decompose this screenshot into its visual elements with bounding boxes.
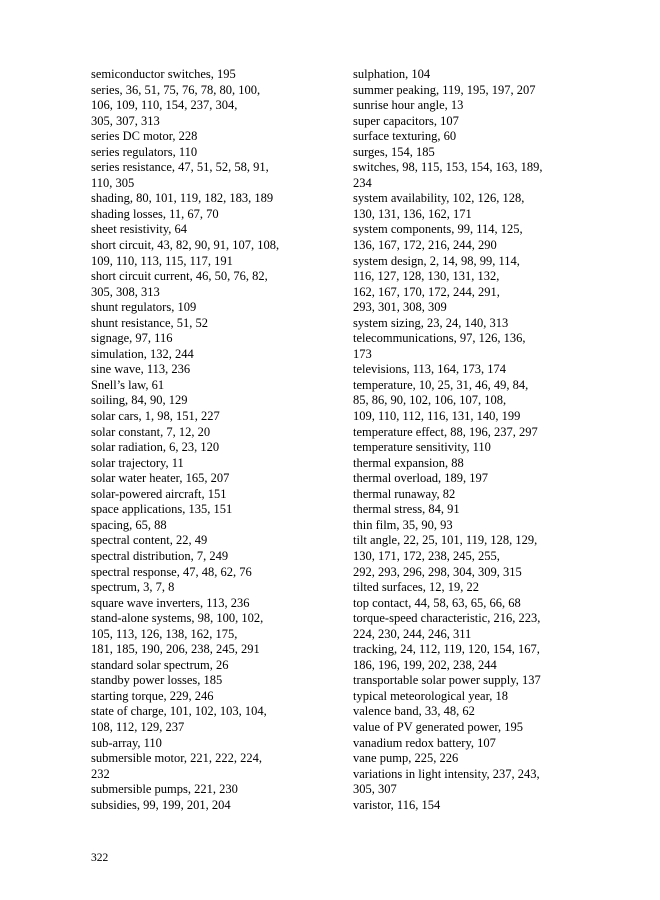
index-entry-text: variations in light intensity, 237, 243,	[353, 766, 540, 781]
index-entry-continuation: 162, 167, 170, 172, 244, 291,	[353, 284, 500, 299]
index-entry	[353, 518, 589, 534]
index-entry-continuation: 116, 127, 128, 130, 131, 132,	[353, 269, 500, 284]
index-entry	[91, 222, 323, 238]
index-entry	[353, 502, 589, 518]
index-entry	[91, 502, 323, 518]
index-entry-text: sulphation, 104	[353, 67, 431, 81]
index-entry-text: simulation, 132, 244	[91, 346, 194, 361]
index-entry-text: transportable solar power supply, 137	[353, 673, 541, 688]
index-entry-text: stand-alone systems, 98, 100, 102,	[91, 611, 264, 626]
index-entry-continuation: 109, 110, 112, 116, 131, 140, 199	[353, 409, 521, 424]
index-entry-continuation: 186, 196, 199, 202, 238, 244	[353, 657, 497, 672]
index-entry-text: valence band, 33, 48, 62	[353, 704, 475, 719]
index-entry-continuation: 110, 305	[91, 175, 135, 190]
index-entry-text: tilt angle, 22, 25, 101, 119, 128, 129,	[353, 533, 538, 548]
index-entry-text: thermal stress, 84, 91	[353, 502, 460, 517]
index-entry	[353, 580, 589, 596]
index-entry-text: temperature effect, 88, 196, 237, 297	[353, 424, 538, 439]
index-entry-text: sine wave, 113, 236	[91, 362, 191, 377]
index-entry-text: sheet resistivity, 64	[91, 222, 188, 237]
index-entry-text: surface texturing, 60	[353, 129, 457, 144]
index-entry-text: submersible pumps, 221, 230	[91, 782, 238, 797]
index-entry-text: starting torque, 229, 246	[91, 688, 214, 703]
index-entry-text: solar constant, 7, 12, 20	[91, 424, 211, 439]
index-entry	[353, 751, 589, 767]
index-entry	[353, 440, 589, 456]
index-entry-continuation: 293, 301, 308, 309	[353, 300, 447, 315]
index-entry	[353, 611, 589, 642]
index-entry	[353, 222, 589, 253]
index-entry-text: top contact, 44, 58, 63, 65, 66, 68	[353, 595, 521, 610]
index-entry	[91, 378, 323, 394]
index-entry-text: subsidies, 99, 199, 201, 204	[91, 797, 231, 812]
index-entry-continuation: 85, 86, 90, 102, 106, 107, 108,	[353, 393, 507, 408]
index-entry-text: value of PV generated power, 195	[353, 719, 524, 734]
index-entry-continuation: 130, 171, 172, 238, 245, 255,	[353, 548, 500, 563]
index-entry	[353, 471, 589, 487]
index-entry-text: vanadium redox battery, 107	[353, 735, 496, 750]
index-entry	[91, 518, 323, 534]
index-entry-text: series regulators, 110	[91, 144, 198, 159]
index-entry-text: spectral response, 47, 48, 62, 76	[91, 564, 252, 579]
index-entry	[353, 98, 589, 114]
index-column-right	[353, 67, 589, 813]
index-entry-text: sunrise hour angle, 13	[353, 98, 464, 113]
index-entry-text: thermal overload, 189, 197	[353, 471, 489, 486]
index-entry	[353, 642, 589, 673]
index-entry	[353, 798, 589, 814]
index-entry-text: vane pump, 225, 226	[353, 751, 459, 766]
index-entry-continuation: 224, 230, 244, 246, 311	[353, 626, 472, 641]
index-entry-text: televisions, 113, 164, 173, 174	[353, 362, 507, 377]
index-entry	[353, 720, 589, 736]
index-entry-text: telecommunications, 97, 126, 136,	[353, 331, 526, 346]
index-entry-continuation: 181, 185, 190, 206, 238, 245, 291	[91, 642, 260, 657]
index-entry	[91, 704, 323, 735]
index-entry-text: spectrum, 3, 7, 8	[91, 580, 175, 595]
index-entry-text: thermal expansion, 88	[353, 455, 464, 470]
index-entry	[353, 736, 589, 752]
index-entry-text: submersible motor, 221, 222, 224,	[91, 751, 263, 766]
index-entry	[91, 736, 323, 752]
index-entry-text: state of charge, 101, 102, 103, 104,	[91, 704, 267, 719]
index-entry-continuation: 232	[91, 766, 110, 781]
index-entry	[353, 689, 589, 705]
index-entry-text: summer peaking, 119, 195, 197, 207	[353, 82, 536, 97]
index-entry	[91, 611, 323, 658]
index-entry-continuation: 108, 112, 129, 237	[91, 719, 185, 734]
index-entry	[91, 129, 323, 145]
index-entry	[91, 751, 323, 782]
index-entry-text: temperature sensitivity, 110	[353, 440, 491, 455]
index-entry-continuation: 305, 307, 313	[91, 113, 160, 128]
index-entry	[91, 67, 323, 83]
index-entry-continuation: 136, 167, 172, 216, 244, 290	[353, 238, 497, 253]
index-entry-text: tracking, 24, 112, 119, 120, 154, 167,	[353, 642, 540, 657]
index-entry	[91, 782, 323, 798]
index-entry-text: shading losses, 11, 67, 70	[91, 206, 219, 221]
index-entry	[353, 378, 589, 425]
index-entry-text: square wave inverters, 113, 236	[91, 595, 250, 610]
index-entry-text: series, 36, 51, 75, 76, 78, 80, 100,	[91, 82, 261, 97]
index-entry-text: standard solar spectrum, 26	[91, 657, 229, 672]
index-entry	[91, 471, 323, 487]
index-entry-text: sub-array, 110	[91, 735, 162, 750]
index-entry	[353, 673, 589, 689]
index-entry-text: system components, 99, 114, 125,	[353, 222, 523, 237]
index-entry-text: signage, 97, 116	[91, 331, 173, 346]
index-entry-text: temperature, 10, 25, 31, 46, 49, 84,	[353, 377, 529, 392]
index-entry	[91, 331, 323, 347]
index-entry-text: semiconductor switches, 195	[91, 67, 236, 81]
index-entry-continuation: 106, 109, 110, 154, 237, 304,	[91, 98, 238, 113]
index-entry	[353, 145, 589, 161]
index-entry	[353, 487, 589, 503]
index-entry-text: solar cars, 1, 98, 151, 227	[91, 409, 220, 424]
index-entry	[91, 456, 323, 472]
index-entry	[353, 129, 589, 145]
index-entry-text: series DC motor, 228	[91, 129, 198, 144]
index-entry-text: standby power losses, 185	[91, 673, 223, 688]
index-entry	[91, 658, 323, 674]
index-entry-text: typical meteorological year, 18	[353, 688, 508, 703]
index-entry-text: short circuit, 43, 82, 90, 91, 107, 108,	[91, 238, 280, 253]
index-entry-text: spacing, 65, 88	[91, 517, 167, 532]
index-entry-continuation: 130, 131, 136, 162, 171	[353, 206, 472, 221]
index-entry	[91, 300, 323, 316]
index-entry	[91, 673, 323, 689]
index-entry	[91, 160, 323, 191]
index-entry-text: system sizing, 23, 24, 140, 313	[353, 315, 509, 330]
page-number: 322	[91, 852, 109, 864]
index-entry-continuation: 305, 308, 313	[91, 284, 160, 299]
index-entry-text: torque-speed characteristic, 216, 223,	[353, 611, 541, 626]
index-entry-text: thin film, 35, 90, 93	[353, 517, 453, 532]
index-entry	[91, 238, 323, 269]
index-entry-text: shading, 80, 101, 119, 182, 183, 189	[91, 191, 274, 206]
index-entry	[353, 316, 589, 332]
index-entry	[91, 347, 323, 363]
index-entry	[91, 316, 323, 332]
index-entry	[91, 409, 323, 425]
index-entry	[91, 207, 323, 223]
index-entry	[353, 533, 589, 580]
index-entry-text: solar water heater, 165, 207	[91, 471, 230, 486]
index-entry	[91, 487, 323, 503]
index-entry-text: soiling, 84, 90, 129	[91, 393, 188, 408]
index-entry	[91, 549, 323, 565]
index-entry	[353, 425, 589, 441]
index-entry-text: system availability, 102, 126, 128,	[353, 191, 525, 206]
index-entry	[353, 114, 589, 130]
index-entry	[91, 533, 323, 549]
index-entry-text: solar-powered aircraft, 151	[91, 486, 227, 501]
index-entry	[91, 425, 323, 441]
index-entry	[353, 704, 589, 720]
index-entry	[91, 362, 323, 378]
index-entry-text: spectral content, 22, 49	[91, 533, 208, 548]
index-entry-continuation: 173	[353, 346, 372, 361]
index-entry-text: solar radiation, 6, 23, 120	[91, 440, 220, 455]
index-entry	[91, 596, 323, 612]
index-entry	[353, 191, 589, 222]
index-entry-text: solar trajectory, 11	[91, 455, 184, 470]
index-entry-text: shunt resistance, 51, 52	[91, 315, 208, 330]
index-entry-text: short circuit current, 46, 50, 76, 82,	[91, 269, 268, 284]
index-entry-text: varistor, 116, 154	[353, 797, 441, 812]
index-entry	[353, 254, 589, 316]
index-entry	[91, 393, 323, 409]
index-entry	[91, 689, 323, 705]
index-entry	[91, 191, 323, 207]
index-entry-text: thermal runaway, 82	[353, 486, 456, 501]
index-entry	[353, 362, 589, 378]
index-entry	[353, 596, 589, 612]
index-entry-continuation: 234	[353, 175, 372, 190]
index-entry-text: series resistance, 47, 51, 52, 58, 91,	[91, 160, 269, 175]
index-entry-text: super capacitors, 107	[353, 113, 459, 128]
index-entry	[91, 580, 323, 596]
index-entry	[91, 269, 323, 300]
index-entry-continuation: 305, 307	[353, 782, 397, 797]
index-entry-continuation: 105, 113, 126, 138, 162, 175,	[91, 626, 238, 641]
index-entry-text: spectral distribution, 7, 249	[91, 548, 229, 563]
index-entry-text: space applications, 135, 151	[91, 502, 233, 517]
index-entry	[353, 67, 589, 83]
index-entry	[353, 331, 589, 362]
index-entry-text: surges, 154, 185	[353, 144, 435, 159]
index-entry-text: shunt regulators, 109	[91, 300, 197, 315]
index-entry	[91, 145, 323, 161]
index-entry-text: Snell’s law, 61	[91, 377, 165, 392]
index-entry-continuation: 109, 110, 113, 115, 117, 191	[91, 253, 233, 268]
index-column-left	[91, 67, 323, 813]
index-entry-text: tilted surfaces, 12, 19, 22	[353, 580, 480, 595]
index-entry	[353, 83, 589, 99]
index-entry	[91, 440, 323, 456]
index-entry	[353, 456, 589, 472]
index-entry	[353, 160, 589, 191]
index-entry-text: system design, 2, 14, 98, 99, 114,	[353, 253, 520, 268]
index-entry	[353, 767, 589, 798]
index-entry	[91, 83, 323, 130]
index-entry-continuation: 292, 293, 296, 298, 304, 309, 315	[353, 564, 522, 579]
index-entry	[91, 798, 323, 814]
index-entry	[91, 565, 323, 581]
index-entry-text: switches, 98, 115, 153, 154, 163, 189,	[353, 160, 543, 175]
